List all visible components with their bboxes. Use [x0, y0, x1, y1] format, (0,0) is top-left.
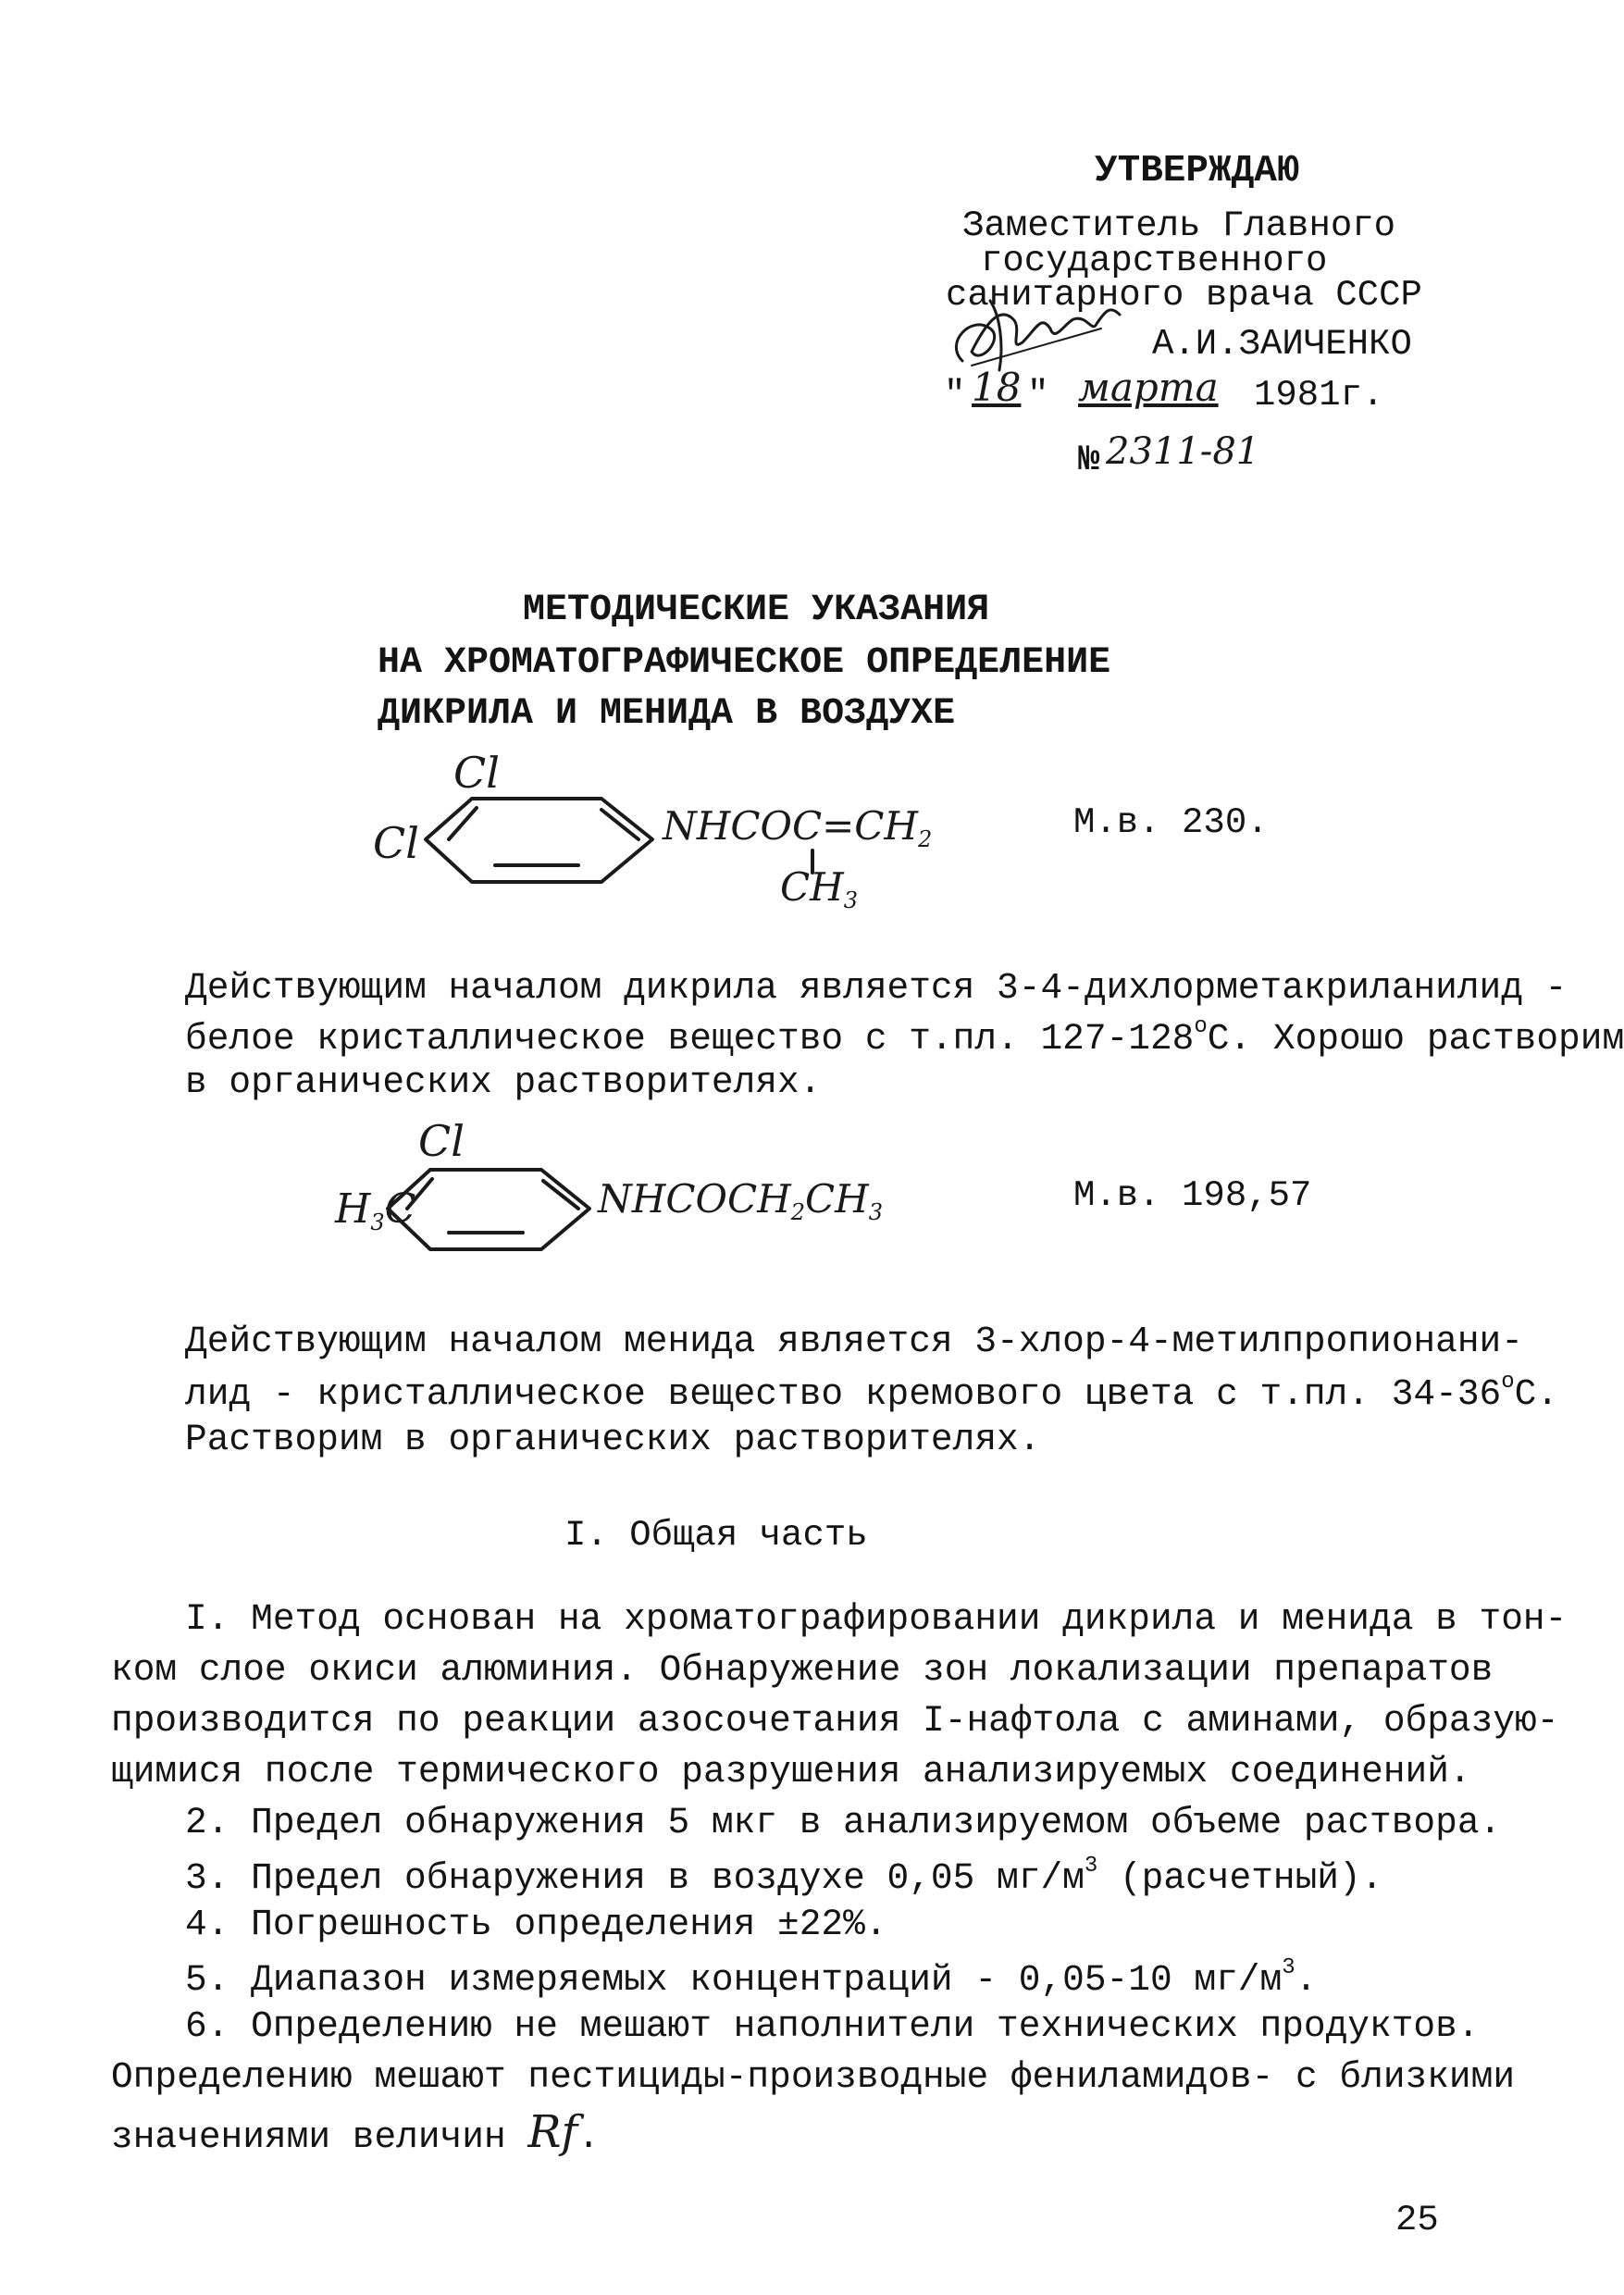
approval-line2: государственного — [981, 241, 1328, 281]
menid-line1: Действующим началом менида является 3-хлор-4-метилпропионани- — [185, 1321, 1523, 1362]
formula2-chain: $NHCOCH_2CH_3$ — [598, 1176, 884, 1225]
document-number: 2311-81 — [1106, 430, 1260, 473]
item3: 3. Предел обнаружения в воздухе 0,05 $мг/м^3$ (расчетный). — [185, 1854, 1383, 1899]
approval-line3: санитарного врача СССР — [946, 275, 1422, 316]
formula2-h3c: $H_3C$ — [335, 1185, 416, 1235]
date-year: 1981г. — [1254, 375, 1384, 416]
formula1-benzene-ring — [421, 791, 662, 893]
menid-line3: Растворим в органических растворителях. — [185, 1419, 1041, 1460]
item1-line3: производится по реакции азосочетания I-нафтола с аминами, образую- — [111, 1700, 1559, 1742]
formula1-cl-top: Cl — [453, 748, 500, 798]
item5: 5. Диапазон измеряемых концентраций - 0,05-10 $мг/м^3$. — [185, 1955, 1318, 2001]
item1-line1: I. Метод основан на хроматографировании дикрила и менида в тон- — [185, 1598, 1568, 1640]
title-line3: ДИКРИЛА И МЕНИДА В ВОЗДУХЕ — [378, 693, 956, 735]
dikril-line1: Действующим началом дикрила является 3-4-дихлорметакриланилид - — [185, 967, 1568, 1009]
document-number-prefix: № — [1078, 440, 1100, 480]
formula1-mw: М.в. 230. — [1073, 802, 1269, 843]
dikril-line3: в органических растворителях. — [185, 1061, 822, 1103]
date-close-quote: " — [1027, 375, 1049, 416]
section-heading: I. Общая часть — [564, 1515, 868, 1556]
item4: 4. Погрешность определения ±22%. — [185, 1904, 887, 1945]
formula1-ch3: $CH_3$ — [780, 864, 859, 913]
item1-line2: ком слое окиси алюминия. Обнаружение зон локализации препаратов — [111, 1649, 1494, 1691]
title-line2: НА ХРОМАТОГРАФИЧЕСКОЕ ОПРЕДЕЛЕНИЕ — [378, 642, 1111, 684]
approval-line1: Заместитель Главного — [962, 205, 1396, 246]
item6-line1: 6. Определению не мешают наполнители технических продуктов. — [185, 2005, 1480, 2047]
item2: 2. Предел обнаружения 5 мкг в анализируемом объеме раствора. — [185, 1802, 1502, 1843]
formula1-cl-left: Cl — [373, 818, 419, 868]
formula2-mw: М.в. 198,57 — [1073, 1175, 1312, 1216]
dikril-line2: белое кристаллическое вещество с т.пл. 127-128$^o$С. Хорошо растворим — [185, 1014, 1624, 1060]
page-number: 25 — [1395, 2200, 1439, 2240]
approver-name: А.И.ЗАИЧЕНКО — [1152, 324, 1412, 365]
item6-line2: Определению мешают пестициды-производные фениламидов- с близкими — [111, 2056, 1516, 2098]
date-day: 18 — [972, 365, 1022, 410]
formula1-chain: $NHCOC=CH_2$ — [663, 803, 933, 852]
date-open-quote: " — [944, 375, 966, 416]
formula2-benzene-ring — [384, 1164, 597, 1257]
formula2-cl-top: Cl — [418, 1116, 465, 1166]
title-line1: МЕТОДИЧЕСКИЕ УКАЗАНИЯ — [523, 589, 990, 631]
menid-line2: лид - кристаллическое вещество кремового цвета с т.пл. 34-36$^o$С. — [185, 1370, 1559, 1415]
item6-line3: значениями величин Rf. — [111, 2106, 600, 2158]
item1-line4: щимися после термического разрушения анализируемых соединений. — [111, 1751, 1471, 1793]
approval-title: УТВЕРЖДАЮ — [1095, 150, 1300, 192]
date-month: марта — [1078, 365, 1219, 410]
